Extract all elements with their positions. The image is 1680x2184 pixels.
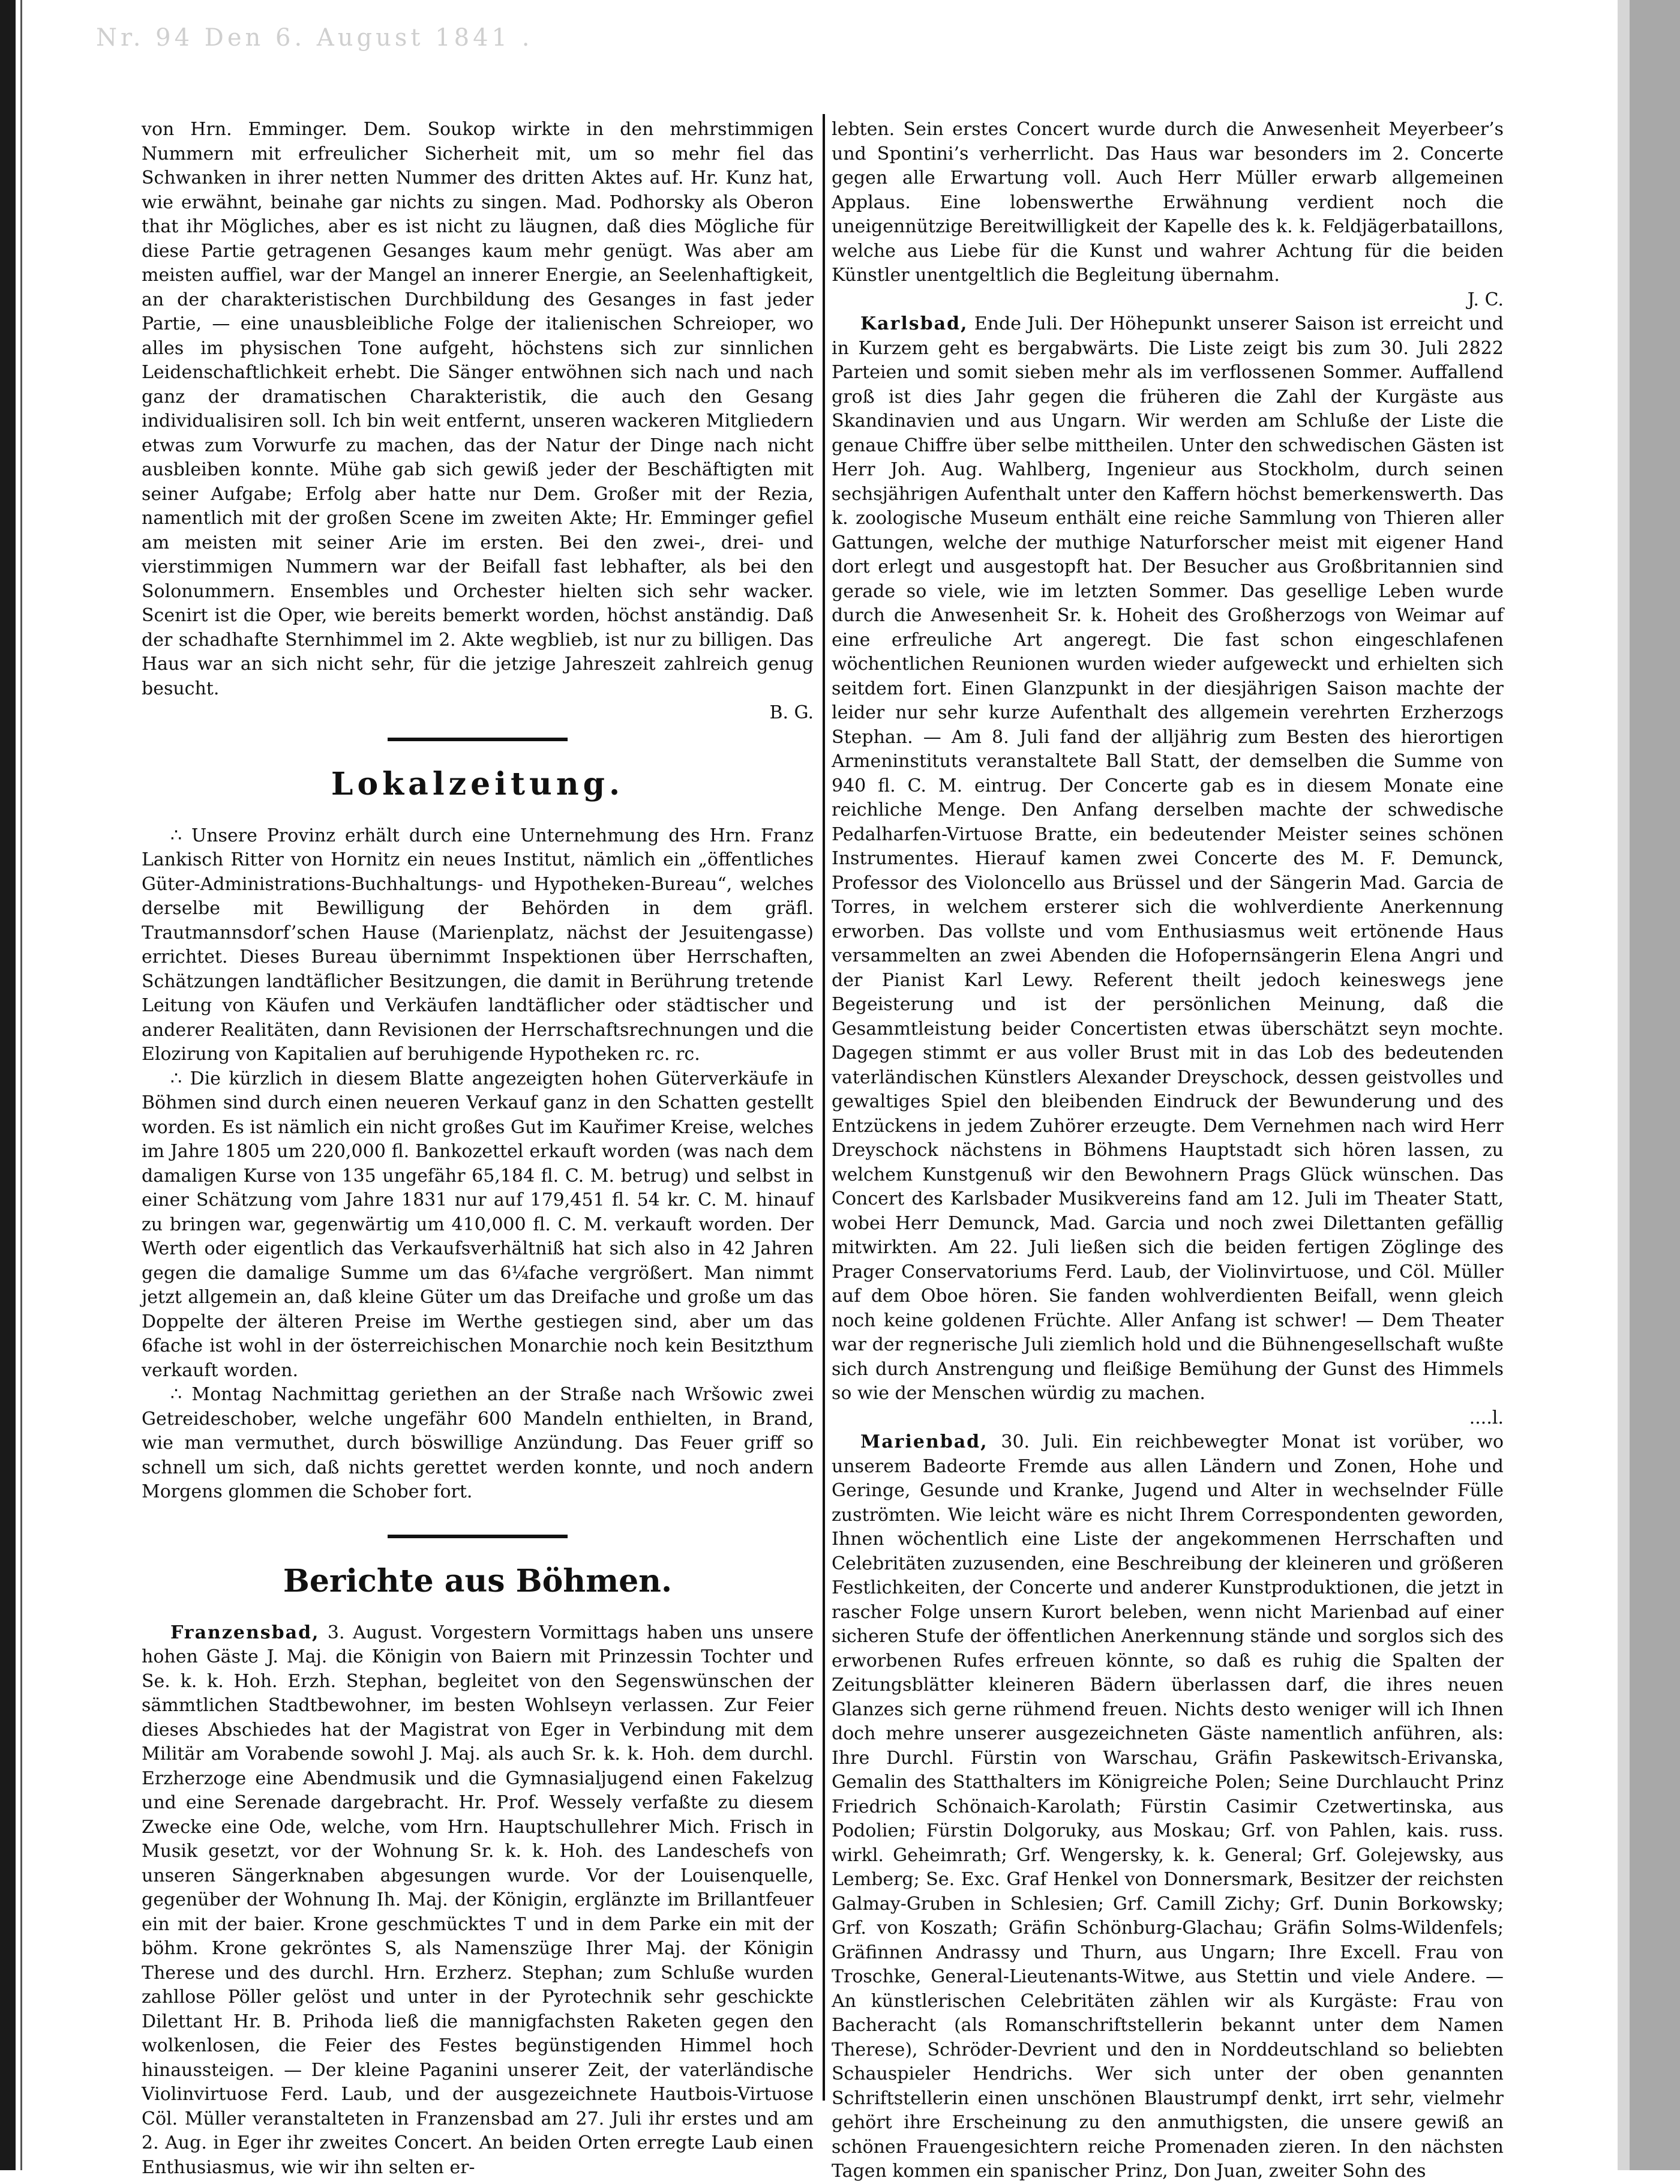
karlsbad-report — [832, 312, 1504, 1406]
franzensbad-text: 3. August. Vorgestern Vormittags haben uns unsere hohen Gäste J. Maj. die Königin von Baiern mit Prinzessin Tochter und Se. k. k. Hoh. Erzh. Stephan, begleitet von den Segenswünschen der sämmtlichen Stadtbewohner, im besten Wohlseyn verlassen. Zur Feier dieses Abschiedes hat der Magistrat von Eger in Verbindung mit dem Militär am Vorabende sowohl J. Maj. als auch Sr. k. k. Hoh. dem durchl. Erzherzoge eine Abendmusik und die Gymnasialjugend einen Fakelzug und eine Serenade dargebracht. Hr. Prof. Wessely verfaßte zu diesem Zwecke eine Ode, welche, vom Hrn. Hauptschullehrer Mich. Frisch in Musik gesetzt, vor der Wohnung Sr. k. k. Hoh. des Landeschefs von unseren Sängerknaben abgesungen wurde. Vor der Louisenquelle, gegenüber der Wohnung Ih. Maj. der Königin, erglänzte im Brillantfeuer ein mit der baier. Krone geschmücktes T und in dem Parke ein mit der böhm. Krone gekröntes S, als Namenszüge Ihrer Maj. der Königin Therese und des durchl. Hrn. Erzherz. Stephan; zum Schluße wurden zahllose Pöller gelöst und unter in der Pyrotechnik sehr geschickte Dilettant Hr. B. Prihoda ließ die mannigfachsten Raketen gegen den wolkenlosen, die Feier des Festes begünstigenden Himmel hoch hinaussteigen. — Der kleine Paganini unserer Zeit, der vaterländische Violinvirtuose Ferd. Laub, und der ausgezeichnete Hautbois-Virtuose Cöl. Müller veranstalteten in Franzensbad am 27. Juli ihr erstes und am 2. Aug. in Eger ihr zweites Concert. An beiden Orten erregte Laub einen Enthusiasmus, wie wir ihn selten er- — [142, 1622, 814, 2178]
lokal-item-brand: ∴ Montag Nachmittag geriethen an der Straße nach Wršowic zwei Getreideschober, welche ungefähr 600 Mandeln enthielten, in Brand, wie man vermuthet, durch böswillige Anzündung. Das Feuer griff so schnell um sich, daß nichts gerettet werden konnte, und noch andern Morgens glommen die Schober fort. — [142, 1384, 814, 1502]
scan-left-line — [20, 0, 22, 2170]
scan-left-border — [0, 0, 16, 2170]
opera-review-paragraph: von Hrn. Emminger. Dem. Soukop wirkte in den mehrstimmigen Nummern mit erfreulicher Sicherheit mit, um so mehr fiel das Schwanken in ihrer netten Nummer des dritten Aktes auf. Hr. Kunz hat, wie erwähnt, beinahe gar nichts zu singen. Mad. Podhorsky als Oberon that ihr Mögliches, aber es ist nicht zu läugnen, daß dies Mögliche für diese Partie getragenen Gesanges kaum mehr genügt. Was aber am meisten auffiel, war der Mangel an innerer Energie, an Seelenhaftigkeit, an der charakteristischen Durchbildung des Gesanges in fast jeder Partie, — eine unausbleibliche Folge der italienischen Schreioper, wo alles im physischen Tone aufgeht, höchstens sich zur sinnlichen Leidenschaftlichkeit erhebt. Die Sänger entwöhnen sich nach und nach ganz der dramatischen Charakteristik, die auch den Gesang individualisiren soll. Ich bin weit entfernt, unseren wackeren Mitgliedern etwas zum Vorwurfe zu machen, das der Natur der Dinge nach nicht ausbleiben konnte. Mühe gab sich gewiß jeder der Beschäftigten mit seiner Aufgabe; Erfolg aber hatte nur Dem. Großer mit der Rezia, namentlich mit der großen Scene im zweiten Akte; Hr. Emminger gefiel am meisten mit seiner Arie im ersten. Bei den zwei-, drei- und vierstimmigen Nummern war der Beifall fast lebhafter, als bei den Solonummern. Ensembles und Orchester hielten sich sehr wacker. Scenirt ist die Oper, wie bereits bemerkt worden, höchst anständig. Daß der schadhafte Sternhimmel im 2. Akte wegblieb, ist nur zu billigen. Das Haus war an sich nicht sehr, für die jetzige Jahreszeit zahlreich genug besucht. — [142, 119, 814, 699]
scan-right-shadow — [1618, 0, 1630, 2170]
section-rule — [388, 738, 568, 741]
lokalzeitung-heading: Lokalzeitung. — [331, 765, 625, 802]
review-signature: B. G. — [769, 702, 814, 723]
lokal-item-gutsverkauf: ∴ Die kürzlich in diesem Blatte angezeigten hohen Güterverkäufe in Böhmen sind durch einen neueren Verkauf ganz in den Schatten gestellt worden. Es ist nämlich ein nicht großes Gut im Kauřimer Kreise, welches im Jahre 1805 um 220,000 fl. Bankozettel erkauft worden (was nach dem damaligen Kurse von 135 ungefähr 65,184 fl. C. M. betrug) und selbst in einer Schätzung vom Jahre 1831 nur auf 179,451 fl. 54 kr. C. M. hinauf zu bringen war, gegenwärtig um 410,000 fl. C. M. verkauft worden. Der Werth oder eigentlich das Verkaufsverhältniß hat sich also in 42 Jahren gegen die damalige Summe um das 6¼fache vergrößert. Man nimmt jetzt allgemein an, daß kleine Güter um das Dreifache und große um das Doppelte der älteren Preise im Werthe gestiegen sind, aber um das 6fache ist wohl in der österreichischen Monarchie noch kein Besitzthum verkauft worden. — [142, 1068, 814, 1381]
column-divider — [823, 114, 825, 2101]
karlsbad-text: Ende Juli. Der Höhepunkt unserer Saison ist erreicht und in Kurzem geht es bergabwärts. Die Liste zeigt bis zum 30. Juli 2822 Parteien und somit sieben mehr als im verflossenen Sommer. Auffallend groß ist dies Jahr gegen die früheren die Zahl der Kurgäste aus Skandinavien und aus Ungarn. Wir werden am Schluße der Liste die genaue Chiffre über selbe mittheilen. Unter den schwedischen Gästen ist Herr Joh. Aug. Wahlberg, Ingenieur aus Stockholm, durch seinen sechsjährigen Aufenthalt unter den Kaffern höchst bemerkenswerth. Das k. zoologische Museum enthält eine reiche Sammlung von Thieren aller Gattungen, welche der muthige Naturforscher meist mit eigener Hand dort erlegt und ausgestopft hat. Der Besucher aus Großbritannien sind gerade so viele, wie im letzten Sommer. Das gesellige Leben wurde durch die Anwesenheit Sr. k. Hoheit des Großherzogs von Weimar auf eine erfreuliche Art angeregt. Die fast schon eingeschlafenen wöchentlichen Reunionen wurden wieder aufgeweckt und erhielten sich seitdem fort. Einen Glanzpunkt in der diesjährigen Saison machte der leider nur sehr kurze Aufenthalt des allgemein verehrten Erzherzogs Stephan. — Am 8. Juli fand der alljährig zum Besten des hierortigen Armeninstituts veranstaltete Ball Statt, der demselben die Summe von 940 fl. C. M. eintrug. Der Concerte gab es in diesem Monate eine reichliche Menge. Den Anfang derselben machte der schwedische Pedalharfen-Virtuose Bratte, ein bedeutender Meister seines schönen Instrumentes. Hierauf kamen zwei Concerte des M. F. Demunck, Professor des Violoncello aus Brüssel und der Sängerin Mad. Garcia de Torres, in welchem ersterer sich die wohlverdiente Anerkennung erworben. Das vollste und vom Enthusiasmus weit ertönende Haus versammelten an zwei Abenden die Hofopernsängerin Elena Angri und der Pianist Karl Lewy. Referent theilt jedoch keineswegs jene Begeisterung und ist der persönlichen Meinung, daß die Gesammtleistung beider Concertisten etwas überschätzt seyn mochte. Dagegen stimmt er aus voller Brust mit in das Lob des bedeutenden vaterländischen Künstlers Alexander Dreyschock, dessen geistvolles und gewaltiges Spiel den bleibenden Eindruck der Bewunderung und des Entzückens in jedem Zuhörer erzeugte. Dem Vernehmen nach wird Herr Dreyschock nächstens in Böhmens Hauptstadt sich hören lassen, zu welchem Kunstgenuß wir den Bewohnern Prags Glück wünschen. Das Concert des Karlsbader Musikvereins fand am 12. Juli im Theater Statt, wobei Herr Demunck, Mad. Garcia und noch zwei Dilettanten gefällig mitwirkten. Am 22. Juli ließen sich die beiden fertigen Zöglinge des Prager Conservatoriums Ferd. Laub, der Violinvirtuose, und Cöl. Müller auf dem Oboe hören. Sie fanden wohlverdienten Beifall, wenn gleich noch keine goldenen Früchte. Aller Anfang ist schwer! — Dem Theater war der regnerische Juli ziemlich hold und die Bühnengesellschaft wußte sich durch Anstrengung und fleißige Bemühung der Gunst des Himmels so wie der Menschen würdig zu machen. — [832, 313, 1504, 1404]
section-rule — [388, 1535, 568, 1538]
karlsbad-signature: ....l. — [1469, 1407, 1504, 1428]
right-column — [832, 118, 1504, 2182]
concert-signature: J. C. — [1467, 289, 1504, 310]
scan-right-border — [1630, 0, 1680, 2170]
bleed-through-header: Nr. 94 Den 6. August 1841 . — [96, 24, 533, 52]
lokal-item-bureau: ∴ Unsere Provinz erhält durch eine Unternehmung des Hrn. Franz Lankisch Ritter von Hornitz ein neues Institut, nämlich ein „öffentliches Güter-Administrations-Buchhaltungs- und Hypotheken-Bureau“, welches derselbe mit Bewilligung der Behörden in dem gräfl. Trautmannsdorf’schen Hause (Marienplatz, nächst der Jesuitengasse) errichtet. Dieses Bureau übernimmt Inspektionen über Herrschaften, Schätzungen landtäflicher Besitzungen, die damit in Berührung tretende Leitung von Käufen und Verkäufen landtäflicher oder städtischer und anderer Realitäten, dann Revisionen der Herrschaftsrechnungen und die Elozirung von Kapitalien auf beruhigende Hypotheken rc. rc. — [142, 825, 814, 1065]
franzensbad-dateline: Franzensbad, — [170, 1622, 320, 1643]
marienbad-text: 30. Juli. Ein reichbewegter Monat ist vorüber, wo unserem Badeorte Fremde aus allen Ländern und Zonen, Hohe und Geringe, Gesunde und Kranke, Jugend und Alter in wechselnder Fülle zuströmten. Wie leicht wäre es nicht Ihrem Correspondenten geworden, Ihnen wöchentlich eine Liste der angekommenen Herrschaften und Celebritäten zuzusenden, eine Beschreibung der kleineren und größeren Festlichkeiten, der Concerte und anderer Kunstproduktionen, die jetzt in rascher Folge unsern Kurort beleben, wenn nicht Marienbad auf einer sicheren Stufe der öffentlichen Anerkennung stände und sorglos sich des erworbenen Rufes erfreuen könnte, so daß es ruhig die Spalten der Zeitungsblätter kleineren Bädern überlassen darf, die ihres neuen Glanzes sich gerne rühmend freuen. Nichts desto weniger will ich Ihnen doch mehre unserer ausgezeichneten Gäste namentlich anführen, als: Ihre Durchl. Fürstin von Warschau, Gräfin Paskewitsch-Erivanska, Gemalin des Statthalters im Königreiche Polen; Seine Durchlaucht Prinz Friedrich Schönaich-Karolath; Fürstin Casimir Czetwertinska, aus Podolien; Fürstin Dolgoruky, aus Moskau; Grf. von Pahlen, kais. russ. wirkl. Geheimrath; Grf. Wengersky, k. k. General; Grf. Golejewsky, aus Lemberg; Se. Exc. Graf Henkel von Donnersmark, Besitzer der reichsten Galmay-Gruben in Schlesien; Grf. Camill Zichy; Grf. Dunin Borkowsky; Grf. von Koszath; Gräfin Schönburg-Glachau; Gräfin Solms-Wildenfels; Gräfinnen Andrassy und Thurn, aus Ungarn; Ihre Excell. Frau von Troschke, General-Lieutenants-Witwe, aus Stettin und viele Andere. — An künstlerischen Celebritäten zählen wir als Kurgäste: Frau von Bacheracht (als Romanschriftstellerin bekannt unter dem Namen Therese), Schröder-Devrient und den in Norddeutschland so beliebten Schauspieler Hendrichs. Wer sich unter der oben genannten Schriftstellerin einen unschönen Blaustrumpf denkt, irrt sehr, vielmehr gehört ihre Erscheinung zu den anmuthigsten, die unsere gewiß an schönen Frauengesichtern reiche Promenaden zieren. In den nächsten Tagen kommen ein spanischer Prinz, Don Juan, zweiter Sohn des — [832, 1431, 1504, 2182]
newspaper-page — [142, 118, 1522, 2182]
left-column — [142, 118, 814, 2178]
marienbad-dateline: Marienbad, — [860, 1431, 988, 1452]
berichte-heading: Berichte aus Böhmen. — [283, 1562, 673, 1599]
marienbad-report — [832, 1430, 1504, 2184]
franzensbad-report — [142, 1621, 814, 2180]
karlsbad-dateline: Karlsbad, — [860, 313, 968, 334]
concert-continuation: lebten. Sein erstes Concert wurde durch die Anwesenheit Meyerbeer’s und Spontini’s verherrlicht. Das Haus war besonders im 2. Concerte gegen alle Erwartung voll. Auch Herr Müller erwarb allgemeinen Applaus. Eine lobenswerthe Erwähnung verdient noch die uneigennützige Bereitwilligkeit der Kapelle des k. k. Feldjägerbataillons, welche aus Liebe für die Kunst und wahrer Achtung für die beiden Künstler unentgeltlich die Begleitung übernahm. — [832, 119, 1504, 286]
